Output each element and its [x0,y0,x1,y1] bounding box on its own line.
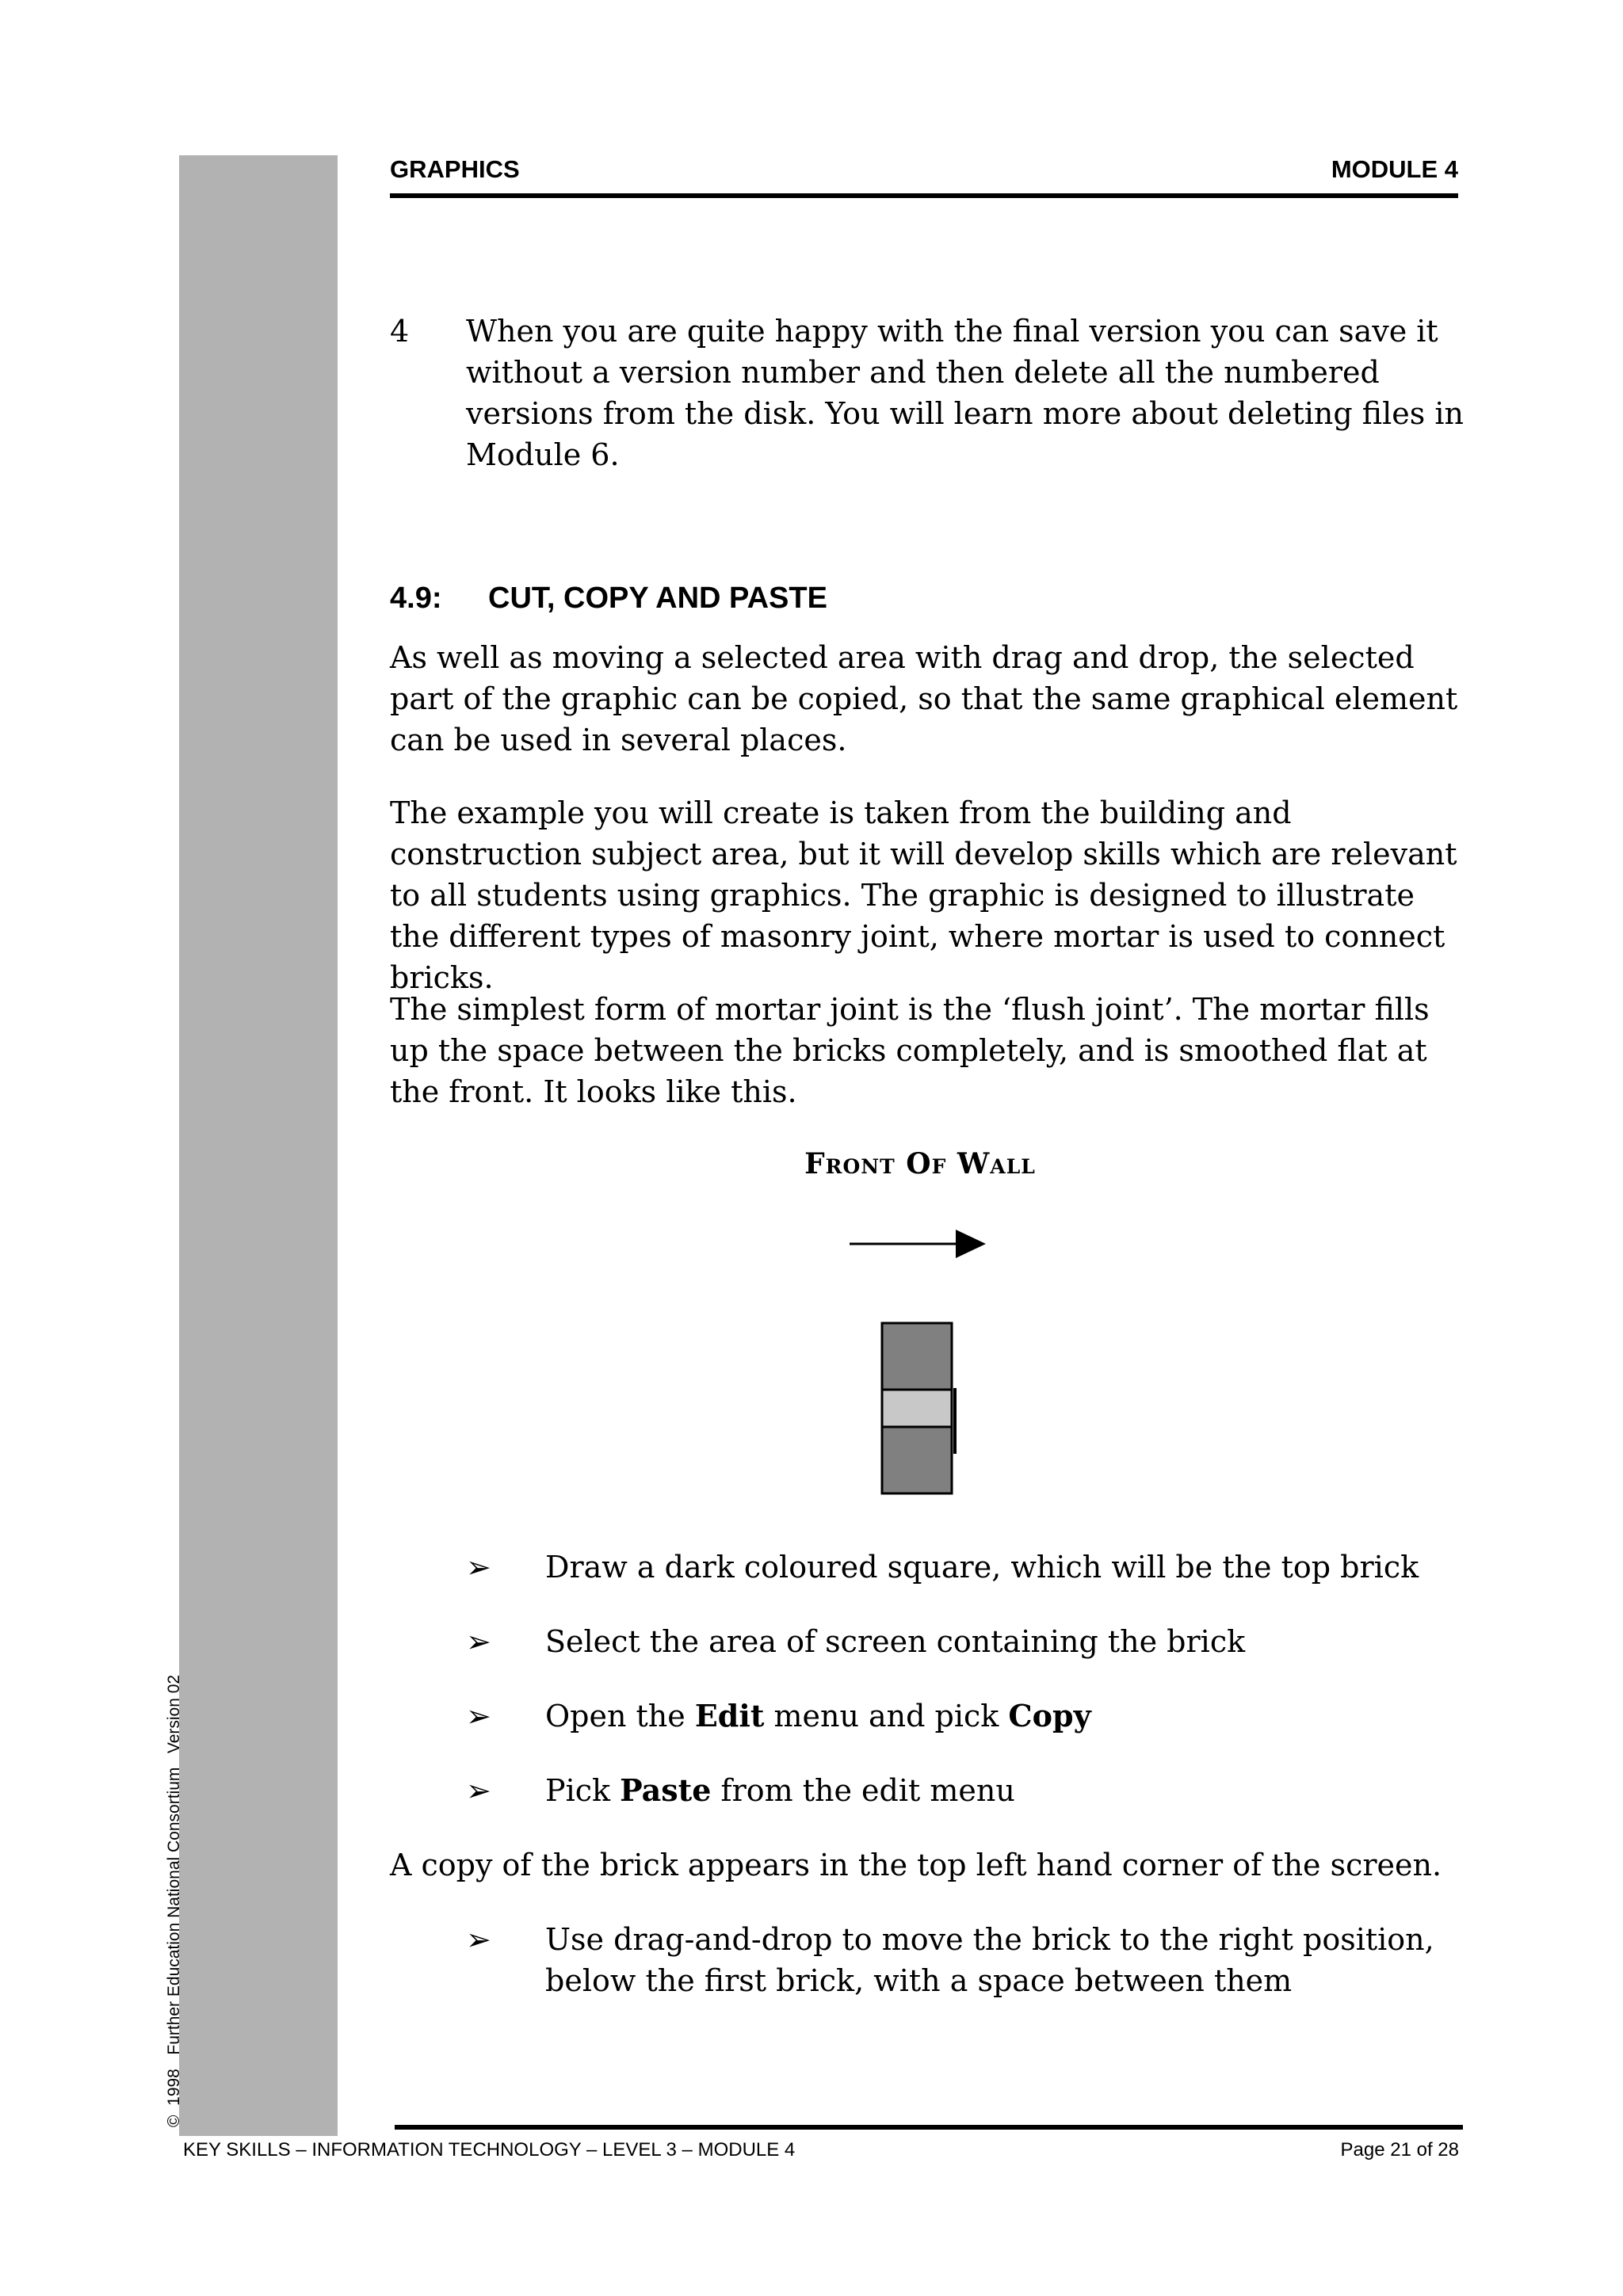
direction-arrow [850,1230,986,1258]
numbered-item [390,311,1468,475]
bullet-text [545,1695,1465,1737]
menu-name-edit: Edit [694,1698,765,1733]
top-brick [882,1323,952,1390]
bullet-arrow-icon: ➢ [466,1922,491,1957]
menu-item-paste: Paste [620,1772,712,1808]
bullet-text-part: menu and pick [764,1699,1009,1733]
paragraph-3: The simplest form of mortar joint is the ‘flush joint’. The mortar fills up the space between the bricks completely, and is smoothed flat at the front. It looks like this. [390,992,1430,1109]
bullet-text [545,1770,1465,1811]
section-number: 4.9: [390,582,442,615]
item-text: When you are quite happy with the final version you can save it without a version number and then delete all the numbered versions from the disk. You will learn more about deleting files in Module 6. [466,314,1464,472]
mortar-joint [882,1390,952,1427]
paragraph-2: The example you will create is taken from the building and construction subject area, but it will develop skills which are relevant to all students using graphics. The graphic is designed to illustrate the different types of masonry joint, where mortar is used to connect bricks. [390,795,1457,995]
header-module: MODULE 4 [1331,155,1458,183]
section-title: CUT, COPY AND PASTE [488,582,827,615]
bullet-item [466,1770,1465,1811]
section-heading [390,582,827,616]
bullet-text: Use drag-and-drop to move the brick to the right position, below the first brick, with a space between them [545,1922,1434,1998]
header-rule [390,193,1458,198]
page-number: Page 21 of 28 [1340,2139,1459,2161]
bullet-item [466,1919,1465,2001]
bullet-arrow-icon: ➢ [466,1624,491,1659]
bullet-text: Draw a dark coloured square, which will be the top brick [545,1550,1419,1585]
footer-rule [395,2125,1463,2130]
paragraph-1: As well as moving a selected area with drag and drop, the selected part of the graphic can be copied, so that the same graphical element can be used in several places. [390,640,1458,757]
copyright-notice: © 1998 Further Education National Consortium Version 02 [165,1674,183,2127]
bullet-text: Select the area of screen containing the brick [545,1624,1246,1659]
menu-item-copy: Copy [1008,1698,1091,1733]
header-title: GRAPHICS [390,155,520,183]
bullet-item [466,1547,1465,1588]
bullet-arrow-icon: ➢ [466,1699,491,1733]
bullet-item [466,1695,1465,1737]
flush-joint-figure [840,1212,999,1497]
bullet-arrow-icon: ➢ [466,1773,491,1808]
bullet-text-part: Open the [545,1699,695,1733]
item-number: 4 [390,314,410,349]
footer-course: KEY SKILLS – INFORMATION TECHNOLOGY – LEVEL 3 – MODULE 4 [183,2139,796,2161]
figure-caption: Front Of Wall [804,1147,1036,1180]
bullet-text-part: Pick [545,1773,621,1808]
paragraph-4: A copy of the brick appears in the top left hand corner of the screen. [390,1848,1442,1882]
bullet-text-part: from the edit menu [711,1773,1015,1808]
bullet-arrow-icon: ➢ [466,1550,491,1585]
sidebar-band [179,155,338,2136]
bullet-item [466,1621,1465,1662]
bottom-brick [882,1427,952,1493]
